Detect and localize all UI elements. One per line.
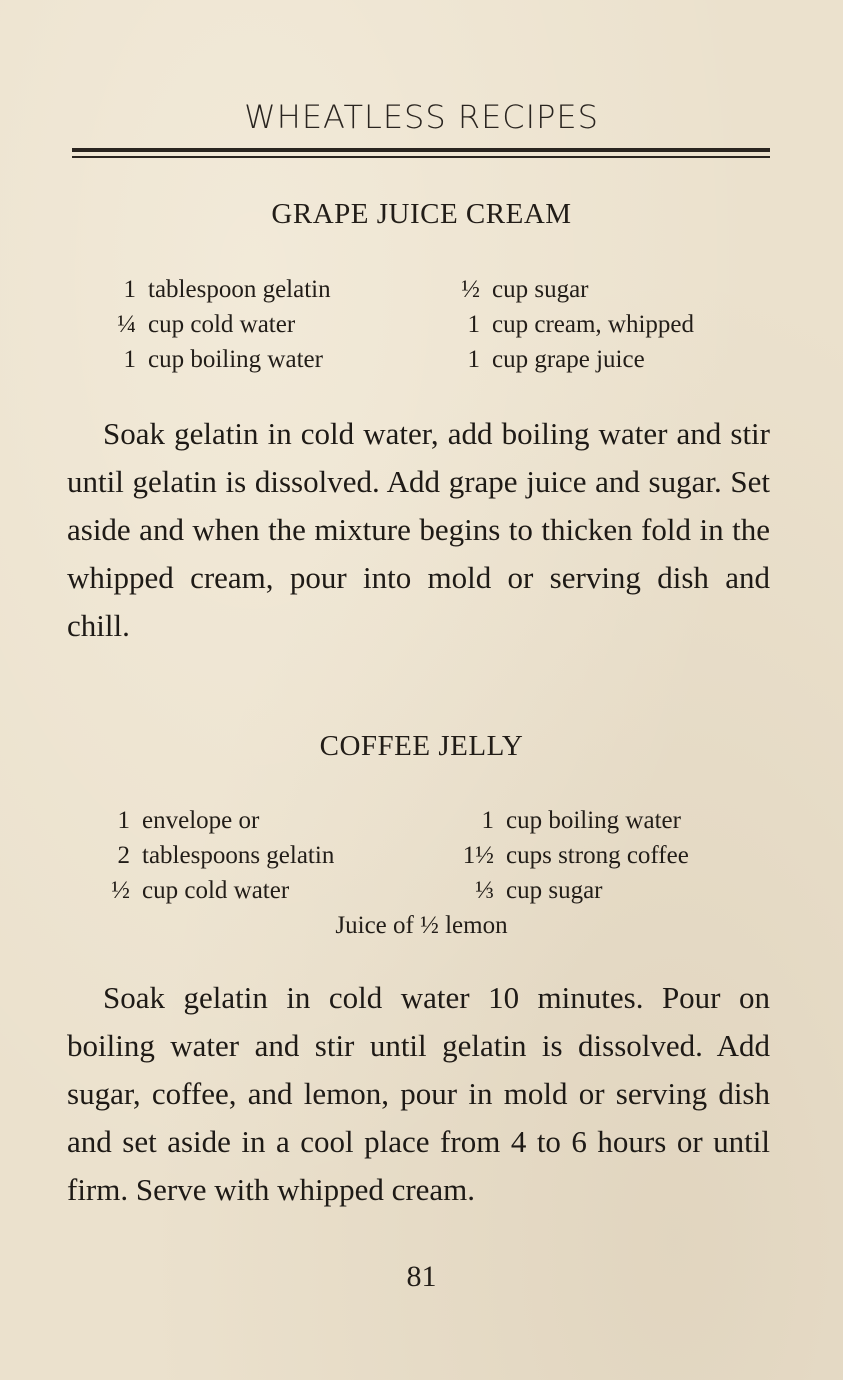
recipe-directions-coffee-jelly [67, 974, 770, 1214]
ingredient-qty: 1 [467, 311, 480, 338]
ingredient-qty: ¼ [117, 311, 136, 338]
ingredient-qty: 1 [123, 346, 136, 373]
page-number: 81 [406, 1260, 437, 1293]
ingredient-qty: 1½ [462, 842, 494, 869]
ingredient-footer: Juice of ½ lemon [335, 912, 508, 939]
ingredient-qty: ⅓ [475, 877, 494, 904]
ingredient-text: cup grape juice [492, 346, 645, 373]
ingredient-line [436, 807, 681, 835]
ingredient-line [436, 842, 689, 870]
ingredient-qty: 1 [117, 807, 130, 834]
ingredient-line [110, 346, 323, 374]
running-head: WHEATLESS RECIPES [244, 98, 599, 136]
recipe-directions-grape-juice-cream [67, 410, 770, 650]
ingredient-text: cups strong coffee [506, 842, 689, 869]
ingredient-line [110, 276, 331, 304]
header-rule-thin [72, 156, 770, 158]
ingredient-text: cup sugar [506, 877, 603, 904]
ingredient-line [452, 276, 589, 304]
ingredient-line [436, 877, 603, 905]
ingredient-line [110, 311, 295, 339]
ingredient-qty: ½ [461, 276, 480, 303]
ingredient-line [452, 346, 645, 374]
ingredient-qty: 2 [117, 842, 130, 869]
ingredient-text: tablespoons gelatin [142, 842, 335, 869]
ingredient-text: cup boiling water [506, 807, 681, 834]
ingredient-line [100, 807, 259, 835]
ingredient-text: cup sugar [492, 276, 589, 303]
ingredient-text: envelope or [142, 807, 260, 834]
ingredient-text: cup cold water [142, 877, 290, 904]
ingredient-line [100, 842, 334, 870]
ingredient-qty: 1 [467, 346, 480, 373]
ingredient-qty: ½ [111, 877, 130, 904]
ingredient-text: cup cold water [148, 311, 296, 338]
ingredient-text: cup cream, whipped [492, 311, 695, 338]
ingredient-qty: 1 [481, 807, 494, 834]
directions-text: Soak gelatin in cold water, add boiling water and stir until gelatin is dissolved. Add grape juice and sugar. Set aside and when the mixture begins to thicken fold in the whipped cream, pour into mold or serving dish and chill. [67, 416, 770, 643]
header-rule-thick [72, 148, 770, 152]
ingredient-qty: 1 [123, 276, 136, 303]
ingredient-text: cup boiling water [148, 346, 323, 373]
directions-text: Soak gelatin in cold water 10 minutes. Pour on boiling water and stir until gelatin is dissolved. Add sugar, coffee, and lemon, pour in mold or serving dish and set aside in a cool place from 4 to 6 hours or until firm. Serve with whipped cream. [67, 980, 770, 1207]
recipe-title-grape-juice-cream: GRAPE JUICE CREAM [271, 198, 572, 230]
ingredient-line [100, 877, 289, 905]
ingredient-text: tablespoon gelatin [148, 276, 331, 303]
recipe-title-coffee-jelly: COFFEE JELLY [319, 730, 524, 762]
ingredient-line [452, 311, 694, 339]
